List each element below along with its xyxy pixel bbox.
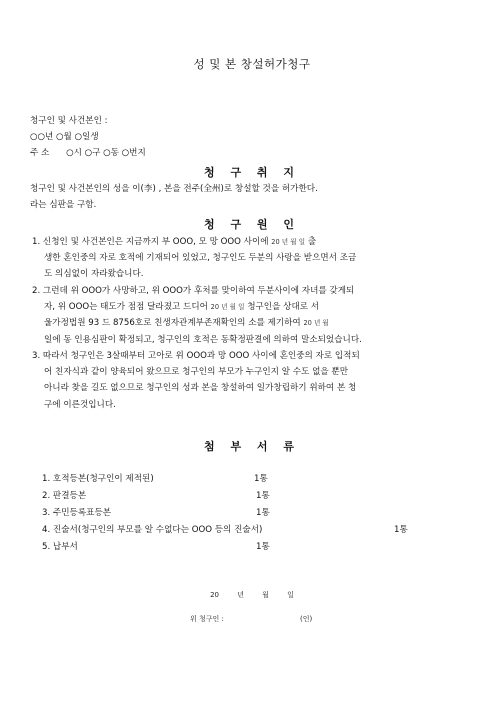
cause-item-1-line: 도 의심없이 자라왔습니다. bbox=[44, 269, 144, 280]
attachment-count: 1통 bbox=[256, 542, 270, 552]
cause-item-2-line: 2. 그런데 위 OOO가 사망하고, 위 OOO가 후처를 맞이하여 두분사이에 자녀를 갖게되 bbox=[32, 286, 355, 296]
signature-date: 20 년 월 일 bbox=[210, 591, 294, 599]
attachment-item: 3. 주민등록표등본 1통 bbox=[42, 508, 270, 518]
cause-item-1 bbox=[32, 234, 476, 283]
cause-item-3-line: 어 친자식과 같이 양육되어 왔으므로 청구인의 부모가 누구인지 알 수도 없을 뿐만 bbox=[44, 367, 349, 378]
attachment-item: 1. 호적등본(청구인이 제적된) 1통 bbox=[42, 474, 268, 484]
attachment-count: 1통 bbox=[256, 508, 270, 518]
address-label: 주 소 bbox=[30, 148, 50, 158]
attachment-item: 5. 납부서 1통 bbox=[42, 542, 270, 552]
purpose-line-2: 라는 심판을 구함. bbox=[30, 200, 97, 210]
attachment-item: 4. 진술서(청구인의 부모를 알 수없다는 OOO 등의 진술서) 1통 bbox=[42, 525, 408, 535]
address-value: ○시 ○구 ○동 ○번지 bbox=[66, 148, 146, 158]
attachment-item: 2. 판결등본 1통 bbox=[42, 491, 270, 501]
cause-item-3-line: 구에 이른것입니다. bbox=[44, 399, 116, 410]
purpose-line-1: 청구인 및 사건본인의 성을 이(李) , 본을 전주(全州)로 창설할 것을 허가한다. bbox=[30, 184, 318, 194]
attachment-count: 1통 bbox=[394, 525, 408, 535]
seal-mark: (인) bbox=[300, 615, 313, 623]
cause-heading: 청 구 원 인 bbox=[204, 218, 300, 231]
birth-date: ○○년 ○월 ○일생 bbox=[30, 132, 99, 142]
purpose-heading: 청 구 취 지 bbox=[204, 166, 300, 179]
attachment-count: 1통 bbox=[256, 491, 270, 501]
cause-item-3-line: 아니라 찾을 길도 없으므로 청구인의 성과 본을 창설하여 일가창립하기 위하여 본 청 bbox=[44, 383, 357, 394]
cause-item-1-line: 1. 신청인 및 사건본인은 지금까지 부 OOO, 모 망 OOO 사이에 20 년 월 일 출 bbox=[32, 237, 317, 247]
cause-item-2-line: 자, 위 OOO는 태도가 점점 달라졌고 드디어 20 년 월 일 청구인을 상대로 서 bbox=[44, 302, 320, 313]
cause-item-2-line: 일에 동 인용심판이 확정되고, 청구인의 호적은 동확정판결에 의하여 말소되었습니다. bbox=[44, 334, 362, 345]
attachment-count: 1통 bbox=[254, 474, 268, 484]
cause-item-2-line: 울가정법원 93 드 8756호로 친생자관계부존재확인의 소를 제기하여 20 년 월 bbox=[44, 318, 329, 329]
cause-item-2 bbox=[32, 283, 476, 348]
document-title: 성 및 본 창설허가청구 bbox=[193, 57, 311, 71]
claimant-label: 청구인 및 사건본인 : bbox=[30, 116, 108, 126]
cause-item-3 bbox=[32, 348, 476, 413]
cause-item-3-line: 3. 따라서 청구인은 3살때부터 고아로 위 OOO과 망 OOO 사이에 혼인중의 자로 입적되 bbox=[32, 351, 360, 361]
address-line bbox=[30, 148, 146, 159]
signer-label: 위 청구인 : bbox=[190, 615, 224, 623]
cause-item-1-line: 생한 혼인중의 자로 호적에 기재되어 있었고, 청구인도 두분의 사랑을 받으면서 조금 bbox=[44, 253, 357, 264]
attachments-heading: 첨 부 서 류 bbox=[204, 440, 300, 453]
